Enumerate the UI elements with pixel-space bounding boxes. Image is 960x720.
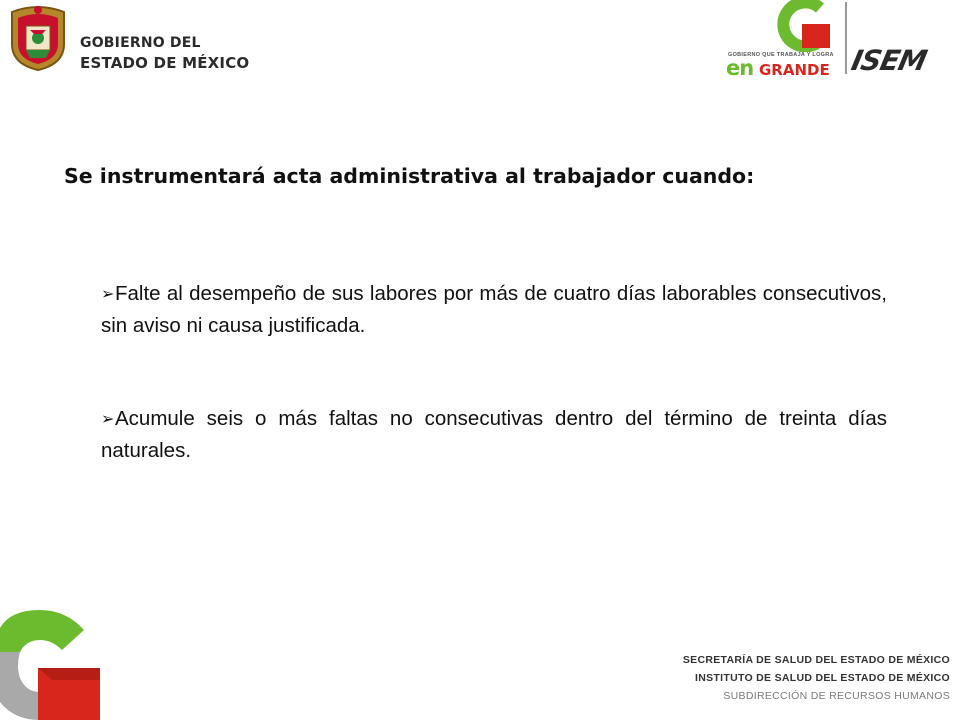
footer-line-1: SECRETARÍA DE SALUD DEL ESTADO DE MÉXICO: [682, 654, 950, 666]
footer-line-2: INSTITUTO DE SALUD DEL ESTADO DE MÉXICO: [695, 672, 950, 684]
coat-of-arms-icon: [6, 4, 70, 72]
footer-info: [683, 651, 950, 705]
engrande-logo: [722, 0, 842, 80]
g-logo-icon: [772, 0, 832, 52]
gobierno-logo: [6, 4, 250, 72]
bullet-text-2: Acumule seis o más faltas no consecutivas dentro del término de treinta días naturales.: [101, 407, 887, 462]
engrande-tagline: GOBIERNO QUE TRABAJA Y LOGRA: [728, 52, 834, 58]
gobierno-line-1: GOBIERNO DEL: [80, 35, 201, 51]
isem-logo: ISEM: [848, 44, 930, 77]
arrow-bullet-icon: ➢: [101, 286, 115, 303]
bullet-item-1: [101, 278, 887, 341]
corner-g-logo-icon: [0, 606, 100, 720]
bullet-item-2: [101, 403, 887, 466]
arrow-bullet-icon: ➢: [101, 411, 115, 428]
engrande-en: en: [726, 56, 754, 80]
footer-line-3: SUBDIRECCIÓN DE RECURSOS HUMANOS: [723, 690, 950, 702]
page-heading: Se instrumentará acta administrativa al trabajador cuando:: [64, 164, 755, 188]
engrande-grande: GRANDE: [759, 61, 830, 79]
header-divider: [845, 2, 847, 74]
gobierno-line-2: ESTADO DE MÉXICO: [80, 54, 250, 72]
bullet-text-1: Falte al desempeño de sus labores por más de cuatro días laborables consecutivos, sin aviso ni causa justificada.: [101, 282, 887, 337]
